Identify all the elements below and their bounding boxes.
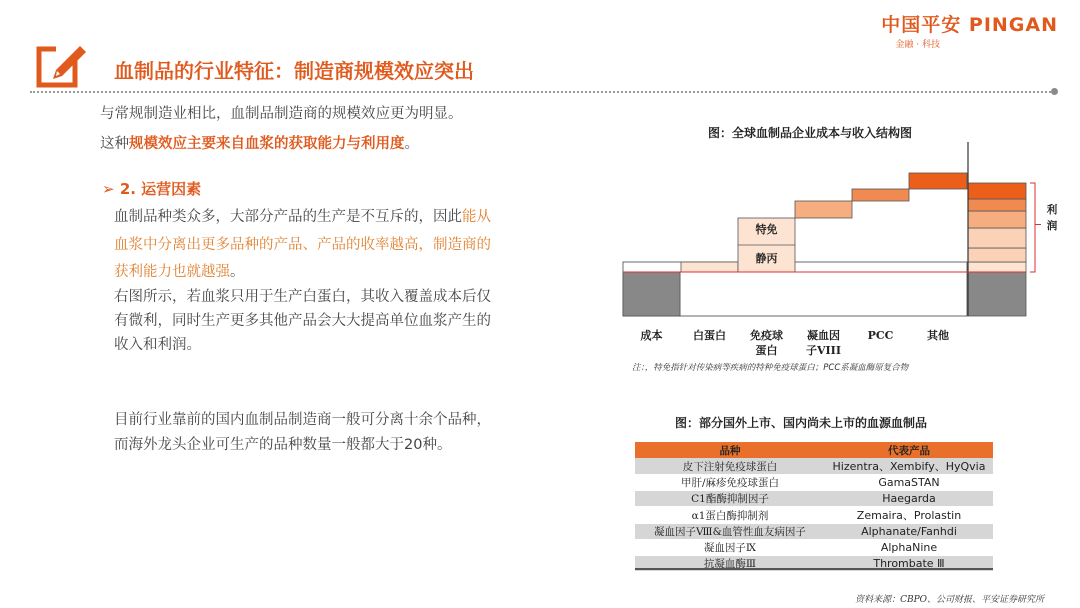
table-cell-variety: 甲肝/麻疹免疫球蛋白 bbox=[635, 475, 825, 491]
table-row bbox=[635, 475, 993, 491]
chart-bar-4 bbox=[852, 189, 909, 201]
chart-category-label: 免疫球 bbox=[750, 329, 783, 342]
table-bottom-rule bbox=[635, 568, 993, 570]
table-header-variety: 品种 bbox=[635, 442, 825, 458]
logo-main-text: 中国平安 PINGAN bbox=[881, 14, 1058, 36]
chart-total-segment-4 bbox=[968, 211, 1026, 228]
chart-category-label: 白蛋白 bbox=[693, 329, 726, 342]
chart-category-label: 子VIII bbox=[806, 344, 841, 357]
title-divider bbox=[30, 91, 1054, 93]
intro-line-2-prefix: 这种 bbox=[100, 136, 129, 152]
para2-line3: 收入和利润。 bbox=[114, 337, 201, 353]
para1-line3-text: 获利能力也就越强 bbox=[114, 264, 230, 280]
chart-total-segment-5 bbox=[968, 199, 1026, 211]
table-cell-product: Thrombate Ⅲ bbox=[825, 556, 993, 572]
table-title: 图：部分国外上市、国内尚未上市的血源血制品 bbox=[675, 416, 928, 430]
table-header-product: 代表产品 bbox=[825, 442, 993, 458]
chart-bar-1 bbox=[681, 262, 738, 272]
chart-bar-3 bbox=[795, 201, 852, 218]
para1-line1 bbox=[114, 203, 491, 231]
table-row bbox=[635, 540, 993, 556]
para2-line1: 右图所示，若血浆只用于生产白蛋白，其收入覆盖成本后仅 bbox=[114, 289, 491, 305]
table-header-row bbox=[635, 442, 993, 458]
table-row bbox=[635, 507, 993, 524]
table-cell-variety: C1酯酶抑制因子 bbox=[635, 491, 825, 507]
intro-line-2 bbox=[100, 130, 419, 158]
table-cell-variety: α1蛋白酶抑制剂 bbox=[635, 507, 825, 524]
section-heading-text: 2. 运营因素 bbox=[119, 180, 202, 198]
table-cell-product: Haegarda bbox=[825, 491, 993, 507]
chart-category-label: 凝血因 bbox=[807, 329, 840, 342]
intro-line-2-suffix: 。 bbox=[404, 136, 419, 152]
edit-icon bbox=[36, 44, 88, 90]
chart-total-segment-0 bbox=[968, 272, 1026, 316]
para1-line2: 血浆中分离出更多品种的产品、产品的收率越高，制造商的 bbox=[114, 237, 491, 253]
para1-line1-b: 能从 bbox=[462, 209, 491, 225]
chart-category-label: PCC bbox=[867, 329, 894, 342]
table-cell-product: Zemaira、Prolastin bbox=[825, 507, 993, 524]
section-heading bbox=[102, 175, 201, 203]
table-cell-variety: 凝血因子Ⅸ bbox=[635, 540, 825, 556]
para3-line1: 目前行业靠前的国内血制品制造商一般可分离十余个品种， bbox=[114, 412, 491, 428]
section-arrow-icon: ➢ bbox=[102, 180, 115, 198]
chart-title: 图：全球血制品企业成本与收入结构图 bbox=[708, 126, 913, 140]
logo-sub-text: 金融 · 科技 bbox=[895, 40, 940, 50]
table-cell-product: Alphanate/Fanhdi bbox=[825, 524, 993, 540]
chart-total-segment-3 bbox=[968, 228, 1026, 248]
intro-line-2-highlight: 规模效应主要来自血浆的获取能力与利用度 bbox=[129, 136, 405, 152]
table-row bbox=[635, 524, 993, 540]
chart-bar-5 bbox=[909, 173, 967, 189]
products-table bbox=[635, 442, 993, 572]
chart-profit-label-0: 利 bbox=[1046, 204, 1058, 216]
para1-line3 bbox=[114, 258, 245, 286]
chart-stack-label-ivig: 静丙 bbox=[755, 252, 778, 265]
pingan-logo bbox=[881, 10, 1058, 50]
table-cell-product: Hizentra、Xembify、HyQvia bbox=[825, 458, 993, 475]
table-cell-variety: 凝血因子Ⅷ&血管性血友病因子 bbox=[635, 524, 825, 540]
divider-end-dot bbox=[1051, 88, 1058, 95]
chart-note: 注：，特免指针对传染病等疾病的特种免疫球蛋白；PCC系凝血酶原复合物 bbox=[632, 363, 909, 373]
chart-total-segment-1 bbox=[968, 262, 1026, 272]
table-row bbox=[635, 491, 993, 507]
table-cell-variety: 抗凝血酶Ⅲ bbox=[635, 556, 825, 572]
chart-stack-label-special: 特免 bbox=[755, 223, 778, 236]
chart-category-label: 其他 bbox=[927, 329, 949, 342]
table-cell-variety: 皮下注射免疫球蛋白 bbox=[635, 458, 825, 475]
para1-line1-a: 血制品种类众多，大部分产品的生产是不互斥的，因此 bbox=[114, 209, 462, 225]
table-row bbox=[635, 458, 993, 475]
chart-category-label: 成本 bbox=[640, 329, 663, 342]
para3-line2: 而海外龙头企业可生产的品种数量一般都大于20种。 bbox=[114, 437, 452, 453]
para2-line2: 有微利，同时生产更多其他产品会大大提高单位血浆产生的 bbox=[114, 313, 491, 329]
chart-total-segment-2 bbox=[968, 248, 1026, 262]
table-cell-product: AlphaNine bbox=[825, 540, 993, 556]
source-note: 资料来源：CBPO、公司财报、平安证券研究所 bbox=[855, 595, 1044, 605]
para1-end: 。 bbox=[230, 264, 245, 280]
intro-line-1: 与常规制造业相比，血制品制造商的规模效应更为明显。 bbox=[100, 106, 463, 122]
table-cell-product: GamaSTAN bbox=[825, 475, 993, 491]
cost-revenue-chart bbox=[620, 140, 1070, 362]
chart-total-segment-6 bbox=[968, 183, 1026, 199]
chart-profit-bracket bbox=[1030, 183, 1035, 272]
chart-profit-label-1: 润 bbox=[1046, 220, 1058, 232]
chart-bar-cost bbox=[623, 272, 680, 316]
chart-category-label: 蛋白 bbox=[755, 344, 778, 357]
page-title: 血制品的行业特征：制造商规模效应突出 bbox=[114, 59, 474, 83]
